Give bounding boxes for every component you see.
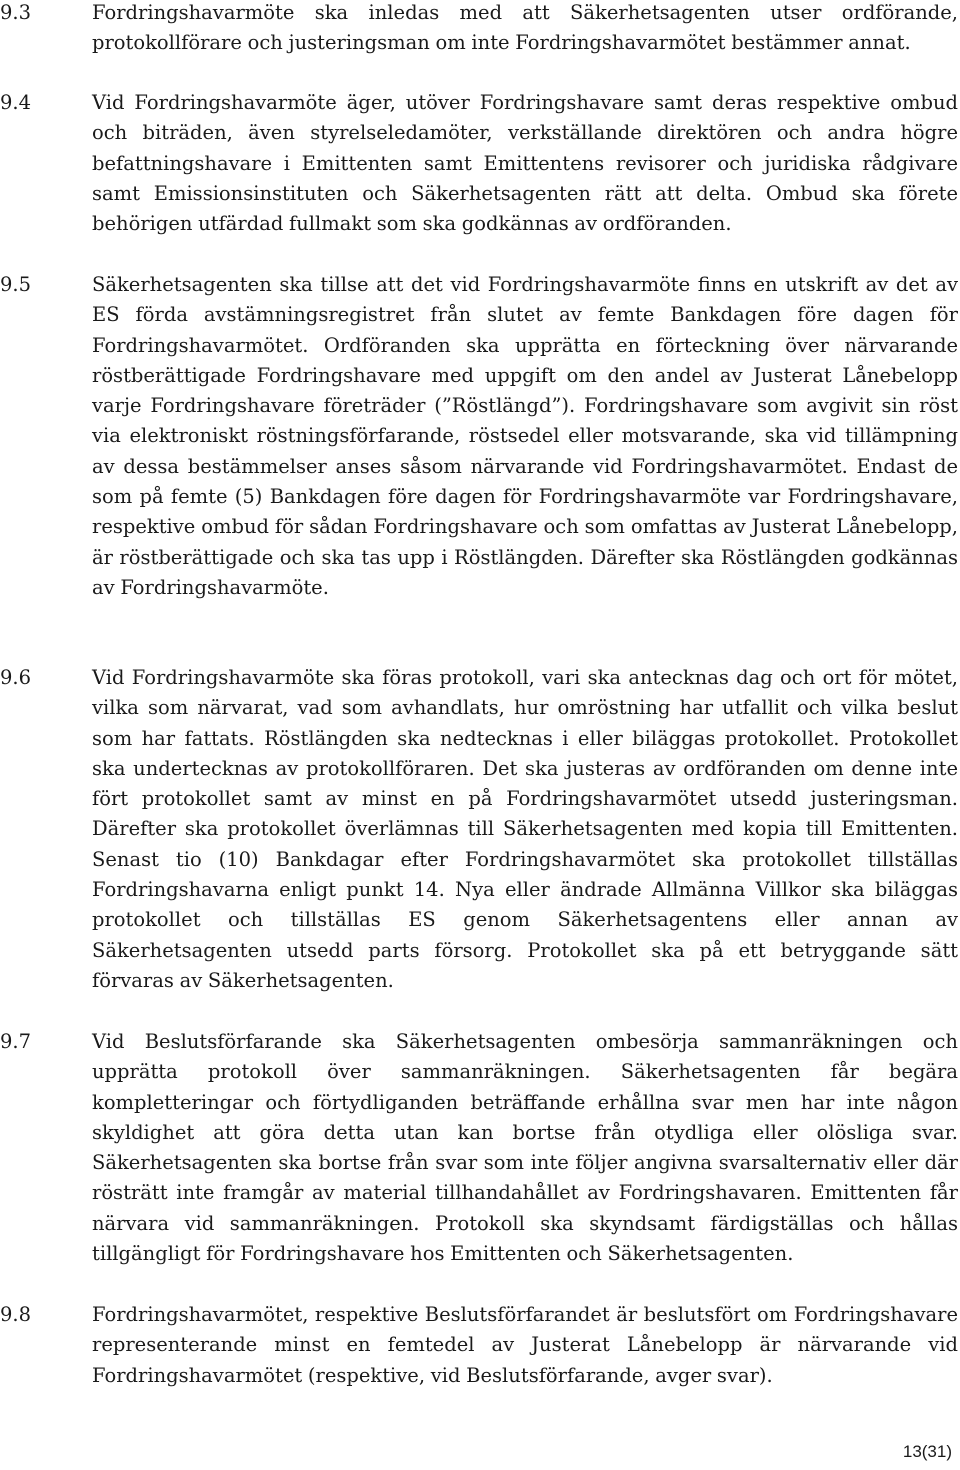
clause-text: [92, 0, 958, 59]
sentence: Nya eller ändrade Allmänna Villkor ska biläggas protokollet och tillställas ES genom Säkerhetsagentens eller annan av Säkerhetsagenten utsedd parts försorg.: [92, 878, 958, 962]
sentence: Protokoll ska skyndsamt färdigställas och hållas tillgängligt för Fordringshavare hos Emittenten och Säkerhetsagenten.: [92, 1211, 958, 1266]
sentence: Protokollet ska på ett betryggande sätt förvaras av Säkerhetsagenten.: [92, 938, 958, 992]
clause-number: 9.5: [0, 273, 32, 296]
clause-text: [92, 270, 958, 603]
sentence: Säkerhetsagenten får begära kompletteringar och förtydliganden beträffande erhållna svar men har inte någon skyldighet att göra detta utan kan bortse från otydliga eller olösliga svar.: [92, 1060, 959, 1144]
sentence: Säkerhetsagenten ska bortse från svar som inte följer angivna svarsalternativ eller där rösträtt inte framgår av material tillhandahållet av Fordringshavaren.: [92, 1151, 958, 1205]
sentence: Vid Beslutsförfarande ska Säkerhetsagenten ombesörja sammanräkningen och upprätta protokoll över sammanräkningen.: [92, 1030, 958, 1084]
sentence: Vid Fordringshavarmöte ska föras protokoll, vari ska antecknas dag och ort för mötet, vilka som närvarat, vad som avhandlats, hur omröstning har utfallit och vilka beslut som har fattats.: [92, 666, 958, 750]
clause-text: [92, 1300, 958, 1391]
clause-text: [92, 663, 958, 996]
sentence: Protokollet ska undertecknas av protokollföraren.: [92, 726, 959, 780]
sentence: Endast de som på femte (5) Bankdagen före dagen för Fordringshavarmöte var Fordringshavare, respektive ombud för sådan Fordringshavare och som omfattas av Justerat Lånebelopp, är röstberättigade och ska tas upp i Röstlängden.: [92, 454, 959, 569]
clause-number: 9.7: [0, 1030, 32, 1053]
sentence: Ombud ska förete behörigen utfärdad fullmakt som ska godkännas av ordföranden.: [92, 181, 958, 236]
clause-number: 9.3: [0, 1, 32, 24]
sentence: Röstlängden ska nedtecknas i eller biläggas protokollet.: [264, 726, 840, 750]
sentence: Fordringshavarmöte ska inledas med att Säkerhetsagenten utser ordförande, protokollförare och justeringsman om inte Fordringshavarmötet bestämmer annat.: [92, 1, 958, 55]
page-number: 13(31): [902, 1442, 952, 1461]
sentence: Emittenten får närvara vid sammanräkningen.: [92, 1181, 958, 1235]
sentence: Vid Fordringshavarmöte äger, utöver Fordringshavare samt deras respektive ombud och biträden, även styrelseledamöter, verkställande direktören och andra högre befattningshavare i Emittenten samt Emittentens revisorer och juridiska rådgivare samt Emissionsinstituten och Säkerhetsagenten rätt att delta.: [92, 91, 958, 205]
sentence: Därefter ska protokollet överlämnas till Säkerhetsagenten med kopia till Emittenten.: [92, 817, 958, 841]
clause-text: [92, 1027, 958, 1269]
sentence: Därefter ska Röstlängden godkännas av Fordringshavarmöte.: [92, 545, 958, 599]
clause-number: 9.4: [0, 91, 32, 114]
sentence: Säkerhetsagenten ska tillse att det vid Fordringshavarmöte finns en utskrift av det av ES förda avstämningsregistret från slutet av femte Bankdagen före dagen för Fordringshavarmötet.: [92, 273, 958, 357]
clause-text: [92, 88, 958, 239]
sentence: Det ska justeras av ordföranden om denne inte fört protokollet samt av minst en på Fordringshavarmötet utsedd justeringsman.: [92, 756, 958, 811]
clause-number: 9.6: [0, 666, 32, 689]
clause-number: 9.8: [0, 1303, 32, 1326]
sentence: Fordringshavarmötet, respektive Beslutsförfarandet är beslutsfört om Fordringshavare representerande minst en femtedel av Justerat Lånebelopp är närvarande vid Fordringshavarmötet (respektive, vid Beslutsförfarande, avger svar).: [92, 1303, 958, 1387]
sentence: Senast tio (10) Bankdagar efter Fordringshavarmötet ska protokollet tillställas Fordringshavarna enligt punkt 14.: [92, 847, 958, 902]
sentence: Ordföranden ska upprätta en förteckning över närvarande röstberättigade Fordringshavare med uppgift om den andel av Justerat Lånebelopp varje Fordringshavare företräder (”Röstlängd”).: [92, 333, 958, 418]
sentence: Fordringshavare som avgivit sin röst via elektroniskt röstningsförfarande, röstsedel eller motsvarande, ska vid tillämpning av dessa bestämmelser anses såsom närvarande vid Fordringshavarmötet.: [92, 394, 958, 478]
